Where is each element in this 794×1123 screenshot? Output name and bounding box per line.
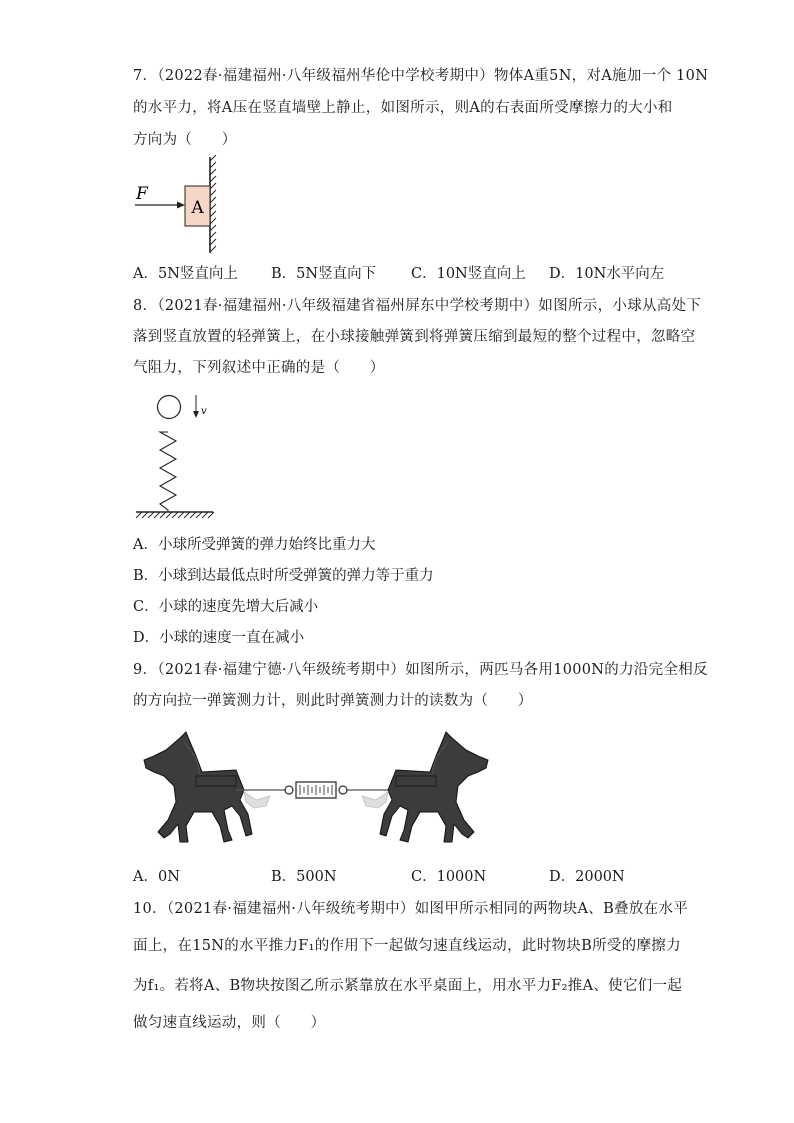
left-horse (144, 732, 270, 842)
force-arrow-head (177, 202, 185, 209)
wall-hatch (210, 155, 216, 253)
force-label: F (136, 184, 148, 204)
q8-option-a[interactable]: A．小球所受弹簧的弹力始终比重力大 (133, 537, 376, 553)
q10-stem-line3: 为f₁。若将A、B物块按图乙所示紧靠放在水平桌面上，用水平力F₂推A、使它们一起 (133, 978, 683, 994)
ground-hatch (136, 512, 214, 518)
q9-option-a[interactable]: A．0N (133, 869, 180, 885)
q9-option-d[interactable]: D．2000N (549, 869, 625, 885)
q7-option-c[interactable]: C．10N竖直向上 (411, 266, 526, 282)
q9-stem-line2: 的方向拉一弹簧测力计，则此时弹簧测力计的读数为（ ） (133, 693, 533, 709)
q8-stem-line1: 8．（2021春·福建福州·八年级福建省福州屏东中学校考期中）如图所示，小球从高处下 (133, 298, 702, 314)
q10-stem-line1: 10．（2021春·福建福州·八年级统考期中）如图甲所示相同的两物块A、B叠放在水平 (133, 901, 689, 917)
q7-figure (130, 155, 230, 260)
block-a-label: A (191, 198, 204, 218)
q9-stem-line1: 9．（2021春·福建宁德·八年级统考期中）如图所示，两匹马各用1000N的力沿完全相反 (133, 662, 708, 678)
velocity-arrow-head (193, 411, 199, 418)
q10-stem-line4: 做匀速直线运动，则（ ） (133, 1015, 326, 1031)
q8-stem-line3: 气阻力，下列叙述中正确的是（ ） (133, 360, 385, 376)
q7-stem-line2: 的水平力，将A压在竖直墙壁上静止，如图所示，则A的右表面所受摩擦力的大小和 (133, 100, 673, 116)
q7-option-a[interactable]: A．5N竖直向上 (133, 266, 238, 282)
q8-option-d[interactable]: D．小球的速度一直在减小 (133, 630, 305, 646)
q8-option-c[interactable]: C．小球的速度先增大后减小 (133, 599, 319, 615)
ball (158, 396, 181, 419)
q9-option-c[interactable]: C．1000N (411, 869, 487, 885)
q7-option-d[interactable]: D．10N水平向左 (549, 266, 665, 282)
spring-balance (285, 782, 347, 798)
q7-stem-line3: 方向为（ ） (133, 132, 237, 148)
q8-option-b[interactable]: B．小球到达最低点时所受弹簧的弹力等于重力 (133, 568, 434, 584)
q9-option-b[interactable]: B．500N (271, 869, 337, 885)
q7-stem-line1: 7．（2022春·福建福州·八年级福州华伦中学校考期中）物体A重5N，对A施加一个 10N (133, 68, 709, 84)
q9-figure (140, 730, 500, 855)
q10-stem-line2: 面上，在15N的水平推力F₁的作用下一起做匀速直线运动，此时物块B所受的摩擦力 (133, 938, 681, 954)
right-horse (362, 732, 488, 842)
q7-option-b[interactable]: B．5N竖直向下 (271, 266, 377, 282)
spring (160, 432, 176, 512)
q8-stem-line2: 落到竖直放置的轻弹簧上，在小球接触弹簧到将弹簧压缩到最短的整个过程中，忽略空 (133, 329, 696, 345)
q8-figure (134, 392, 224, 522)
velocity-label: v (201, 406, 207, 417)
